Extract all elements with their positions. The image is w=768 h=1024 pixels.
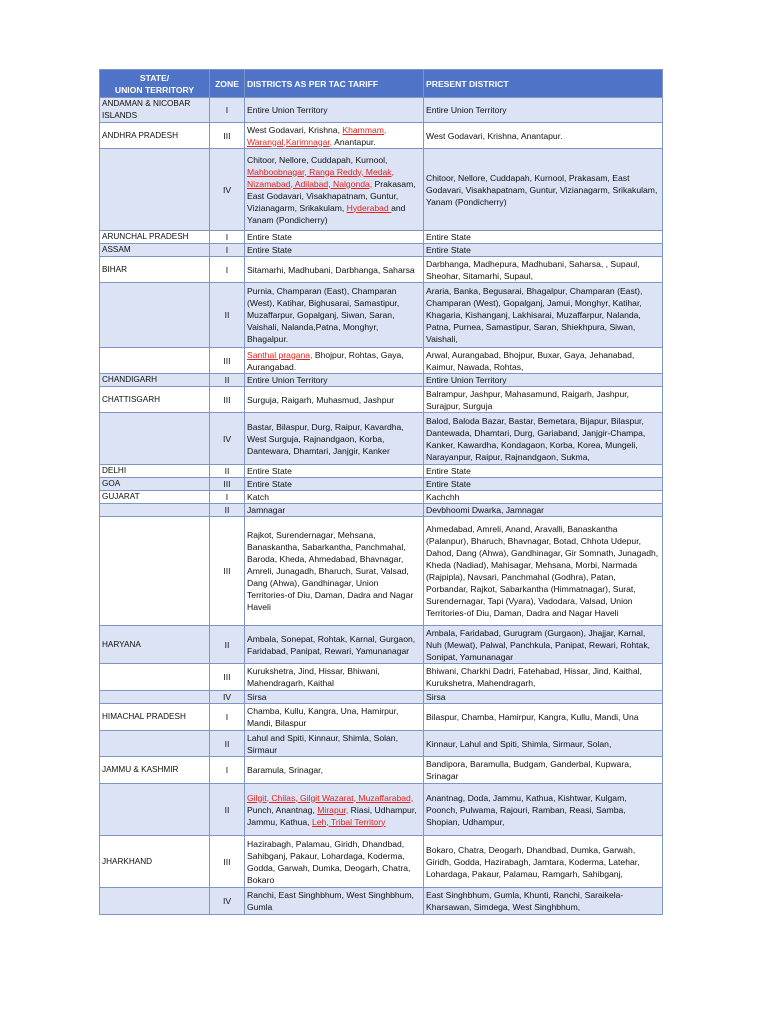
district-text: Punch, Anantnag, [247,804,318,815]
district-text: Lahul and Spiti, Kinnaur, Shimla, Solan, Sirmaur [247,732,398,755]
table-row [100,478,663,491]
tac-districts-cell [245,704,424,731]
state-cell [100,504,210,517]
present-district-cell: Bokaro, Chatra, Deogarh, Dhandbad, Dumka, Garwah, Giridh, Godda, Hazirabagh, Jamtara, Koderma, Latehar, Lohardaga, Pakaur, Palamau, Ramgarh, Sahibganj, [424,836,663,888]
state-cell: HARYANA [100,626,210,664]
district-text: Anantapur. [332,136,376,147]
tac-districts-cell [245,413,424,465]
district-text: Sitamarhi, Madhubani, Darbhanga, Saharsa [247,264,415,275]
state-cell: ANDHRA PRADESH [100,123,210,149]
table-row [100,731,663,757]
district-text: Ambala, Sonepat, Rohtak, Karnal, Gurgaon, Faridabad, Panipat, Rewari, Yamunanagar [247,633,416,656]
state-cell: JAMMU & KASHMIR [100,757,210,784]
table-row [100,123,663,149]
zone-table [99,69,663,915]
district-text: Ranchi, East Singhbhum, West Singhbhum, Gumla [247,890,415,912]
table-row [100,257,663,283]
tac-districts-cell [245,257,424,283]
tac-districts-cell [245,374,424,387]
state-cell [100,888,210,915]
state-cell: BIHAR [100,257,210,283]
present-district-cell: Kachchh [424,491,663,504]
tac-districts-cell [245,123,424,149]
zone-cell: II [210,504,245,517]
present-district-cell: Balod, Baloda Bazar, Bastar, Bemetara, Bijapur, Bilaspur, Dantewada, Dhamtari, Durg, Gariaband, Janjgir-Champa, Kanker, Kawardha, Kondagaon, Korba, Korea, Mungeli, Narayanpur, Raipur, Rajnandgaon, Sukma, [424,413,663,465]
present-column-header: PRESENT DISTRICT [424,70,663,98]
highlighted-district-text: Mahboobnagar, Ranga Reddy, Medak, Nizamabad, Adilabad, Nalgonda, [247,166,394,189]
state-column-header [100,70,210,98]
present-district-cell: Bhiwani, Charkhi Dadri, Fatehabad, Hissar, Jind, Kaithal, Kurukshetra, Mahendragarh, [424,664,663,691]
table-row [100,784,663,836]
header-row [100,70,663,98]
tac-districts-cell [245,98,424,123]
zone-cell: II [210,731,245,757]
district-text: Riasi, Udhampur, Jammu, Kathua, [247,804,417,827]
highlighted-district-text: Leh, Tribal Territory [311,816,386,827]
district-text: Bastar, Bilaspur, Durg, Raipur, Kavardha, West Surguja, Rajnandgaon, Korba, Dantewara, Dhamtari, Janjgir, Kanker [247,421,404,456]
tac-districts-cell [245,149,424,231]
district-text: Hazirabagh, Palamau, Giridh, Dhandbad, Sahibganj, Pakaur, Lohardaga, Koderma, Godda, Garwah, Dumka, Deogarh, Chatra, Bokaro [247,838,411,885]
district-text: Entire State [247,479,292,489]
state-cell [100,149,210,231]
table-row [100,664,663,691]
highlighted-district-text: Mirapur, [317,804,349,815]
tac-districts-cell [245,231,424,244]
district-text: Entire State [247,245,292,255]
state-cell [100,348,210,374]
state-cell: JHARKHAND [100,836,210,888]
zone-cell: IV [210,691,245,704]
present-district-cell: Devbhoomi Dwarka, Jamnagar [424,504,663,517]
state-cell: ASSAM [100,244,210,257]
table-row [100,413,663,465]
state-cell: CHATTISGARH [100,387,210,413]
present-district-cell: Chitoor, Nellore, Cuddapah, Kurnool, Prakasam, East Godavari, Visakhapatnam, Guntur, Vizianagarm, Srikakulam, Yanam (Pondicherry) [424,149,663,231]
state-cell: GUJARAT [100,491,210,504]
highlighted-district-text: Santhal pragana, [247,349,313,360]
table-row [100,283,663,348]
tac-districts-cell [245,626,424,664]
tac-districts-cell [245,504,424,517]
zone-cell: III [210,387,245,413]
district-text: Entire Union Territory [247,105,328,115]
district-text: Katch [247,492,269,502]
state-cell: HIMACHAL PRADESH [100,704,210,731]
zone-cell: III [210,478,245,491]
table-row [100,149,663,231]
table-row [100,348,663,374]
district-text: Kurukshetra, Jind, Hissar, Bhiwani, Mahendragarh, Kaithal [247,666,380,688]
present-district-cell: Anantnag, Doda, Jammu, Kathua, Kishtwar, Kulgam, Poonch, Pulwama, Rajouri, Ramban, Reasi, Samba, Shopian, Udhampur, [424,784,663,836]
present-district-cell: East Singhbhum, Gumla, Khunti, Ranchi, Saraikela-Kharsawan, Simdega, West Singhbhum, [424,888,663,915]
state-cell [100,691,210,704]
state-cell [100,784,210,836]
tac-districts-cell [245,784,424,836]
state-header-line1: STATE/ [139,72,170,83]
table-row [100,504,663,517]
zone-cell: III [210,123,245,149]
tac-districts-cell [245,757,424,784]
zone-cell: I [210,704,245,731]
table-row [100,231,663,244]
zone-cell: II [210,283,245,348]
present-district-cell: Kinnaur, Lahul and Spiti, Shimla, Sirmaur, Solan, [424,731,663,757]
state-cell: CHANDIGARH [100,374,210,387]
tac-districts-cell [245,517,424,626]
table-row [100,98,663,123]
state-cell: GOA [100,478,210,491]
state-cell [100,413,210,465]
state-cell [100,731,210,757]
tac-districts-cell [245,465,424,478]
table-row [100,491,663,504]
district-text: Purnia, Champaran (East), Champaran (West), Katihar, Bighusarai, Samastipur, Muzaffarpur, Gopalganj, Siwan, Saran, Vaishali, Nalanda,Patna, Monghyr, Bhagalpur. [247,286,400,344]
present-district-cell: Balrampur, Jashpur, Mahasamund, Raigarh, Jashpur, Surajpur, Surguja [424,387,663,413]
tac-districts-cell [245,244,424,257]
district-text: West Godavari, Krishna, [247,124,343,135]
zone-cell: I [210,244,245,257]
tac-districts-cell [245,836,424,888]
present-district-cell: Entire State [424,231,663,244]
districts-column-header: DISTRICTS AS PER TAC TARIFF [245,70,424,98]
tac-districts-cell [245,888,424,915]
district-text: Jamnagar [247,505,286,515]
highlighted-district-text: Hyderabad [346,202,392,213]
zone-cell: III [210,836,245,888]
present-district-cell: Entire Union Territory [424,98,663,123]
present-district-cell: Ambala, Faridabad, Gurugram (Gurgaon), Jhajjar, Karnal, Nuh (Mewat), Palwal, Panchkula, Panipat, Rewari, Rohtak, Sonipat, Yamunanagar [424,626,663,664]
zone-cell: III [210,664,245,691]
state-cell [100,664,210,691]
present-district-cell: West Godavari, Krishna, Anantapur. [424,123,663,149]
zone-cell: I [210,491,245,504]
table-row [100,374,663,387]
highlighted-district-text: Gilgit, Chilas, Gilgit Wazarat, Muzaffarabad, [247,792,414,803]
tac-districts-cell [245,348,424,374]
present-district-cell: Entire Union Territory [424,374,663,387]
present-district-cell: Ahmedabad, Amreli, Anand, Aravalli, Banaskantha (Palanpur), Bharuch, Bhavnagar, Botad, Chhota Udepur, Dahod, Dang (Ahwa), Gandhinagar, Gir Somnath, Junagadh, Kheda (Nadiad), Mahisagar, Mehsana, Morbi, Narmada (Rajpipla), Navsari, Panchmahal (Godhra), Patan, Porbandar, Rajkot, Sabarkantha (Himmatnagar), Surat, Surendernagar, Tapi (Vyara), Vadodara, Valsad, Union Territories-of Diu, Daman, Dadra and Nagar Haveli [424,517,663,626]
table-row [100,244,663,257]
present-district-cell: Darbhanga, Madhepura, Madhubani, Saharsa, , Supaul, Sheohar, Sitamarhi, Supaul, [424,257,663,283]
table-row [100,626,663,664]
district-text: Baramula, Srinagar, [247,765,323,775]
table-row [100,836,663,888]
tac-districts-cell [245,731,424,757]
present-district-cell: Sirsa [424,691,663,704]
table-row [100,888,663,915]
table-row [100,704,663,731]
district-text: Entire Union Territory [247,375,328,385]
tac-districts-cell [245,283,424,348]
table-body [100,98,663,915]
table-row [100,691,663,704]
zone-cell: II [210,374,245,387]
district-text: Rajkot, Surendernagar, Mehsana, Banaskantha, Sabarkantha, Panchmahal, Baroda, Kheda, Ahmedabad, Bhavnagar, Amreli, Junagadh, Bharuch, Surat, Valsad, Dang (Ahwa), Gandhinagar, Union Territories-of Diu, Daman, Dadra and Nagar Haveli [247,530,414,612]
district-text: Sirsa [247,692,267,702]
present-district-cell: Entire State [424,478,663,491]
present-district-cell: Arwal, Aurangabad, Bhojpur, Buxar, Gaya, Jehanabad, Kaimur, Nawada, Rohtas, [424,348,663,374]
district-text: Chitoor, Nellore, Cuddapah, Kurnool, [247,154,388,165]
zone-cell: II [210,465,245,478]
state-cell: DELHI [100,465,210,478]
zone-cell: III [210,348,245,374]
present-district-cell: Araria, Banka, Begusarai, Bhagalpur, Champaran (East), Champaran (West), Gopalganj, Jamui, Monghyr, Katihar, Khagaria, Kishanganj, Lakhisarai, Muzaffarpur, Nalanda, Patna, Purnea, Samastipur, Saran, Shiekhpura, Siwan, Vaishali, [424,283,663,348]
district-text: Prakasam, East Godavari, Visakhapatnam, Guntur, Vizianagarm, Srikakulam, [247,178,416,213]
zone-cell: I [210,231,245,244]
state-cell: ANDAMAN & NICOBAR ISLANDS [100,98,210,123]
table-row [100,757,663,784]
table-row [100,517,663,626]
tac-districts-cell [245,664,424,691]
district-text: Chamba, Kullu, Kangra, Una, Hamirpur, Mandi, Bilaspur [247,706,399,728]
tac-districts-cell [245,491,424,504]
zone-cell: I [210,98,245,123]
tac-districts-cell [245,691,424,704]
district-text: and Yanam (Pondicherry) [247,202,406,225]
zone-cell: IV [210,888,245,915]
present-district-cell: Entire State [424,465,663,478]
zone-table-sheet [99,69,662,915]
present-district-cell: Bandipora, Baramulla, Budgam, Ganderbal, Kupwara, Srinagar [424,757,663,784]
present-district-cell: Entire State [424,244,663,257]
state-header-line2: UNION TERRITORY [114,84,195,95]
tac-districts-cell [245,387,424,413]
table-row [100,387,663,413]
zone-cell: IV [210,149,245,231]
zone-cell: II [210,626,245,664]
zone-cell: IV [210,413,245,465]
state-cell [100,283,210,348]
district-text: Entire State [247,466,292,476]
district-text: Entire State [247,232,292,242]
district-text: Surguja, Raigarh, Muhasmud, Jashpur [247,394,395,405]
highlighted-district-text: Khammam, Warangal,Karimnagar, [247,124,387,147]
zone-cell: II [210,784,245,836]
zone-cell: III [210,517,245,626]
zone-cell: I [210,257,245,283]
table-row [100,465,663,478]
state-cell: ARUNCHAL PRADESH [100,231,210,244]
district-text: Bhojpur, Rohtas, Gaya, Aurangabad. [247,349,404,372]
state-cell [100,517,210,626]
zone-column-header: ZONE [210,70,245,98]
present-district-cell: Bilaspur, Chamba, Hamirpur, Kangra, Kullu, Mandi, Una [424,704,663,731]
zone-cell: I [210,757,245,784]
tac-districts-cell [245,478,424,491]
